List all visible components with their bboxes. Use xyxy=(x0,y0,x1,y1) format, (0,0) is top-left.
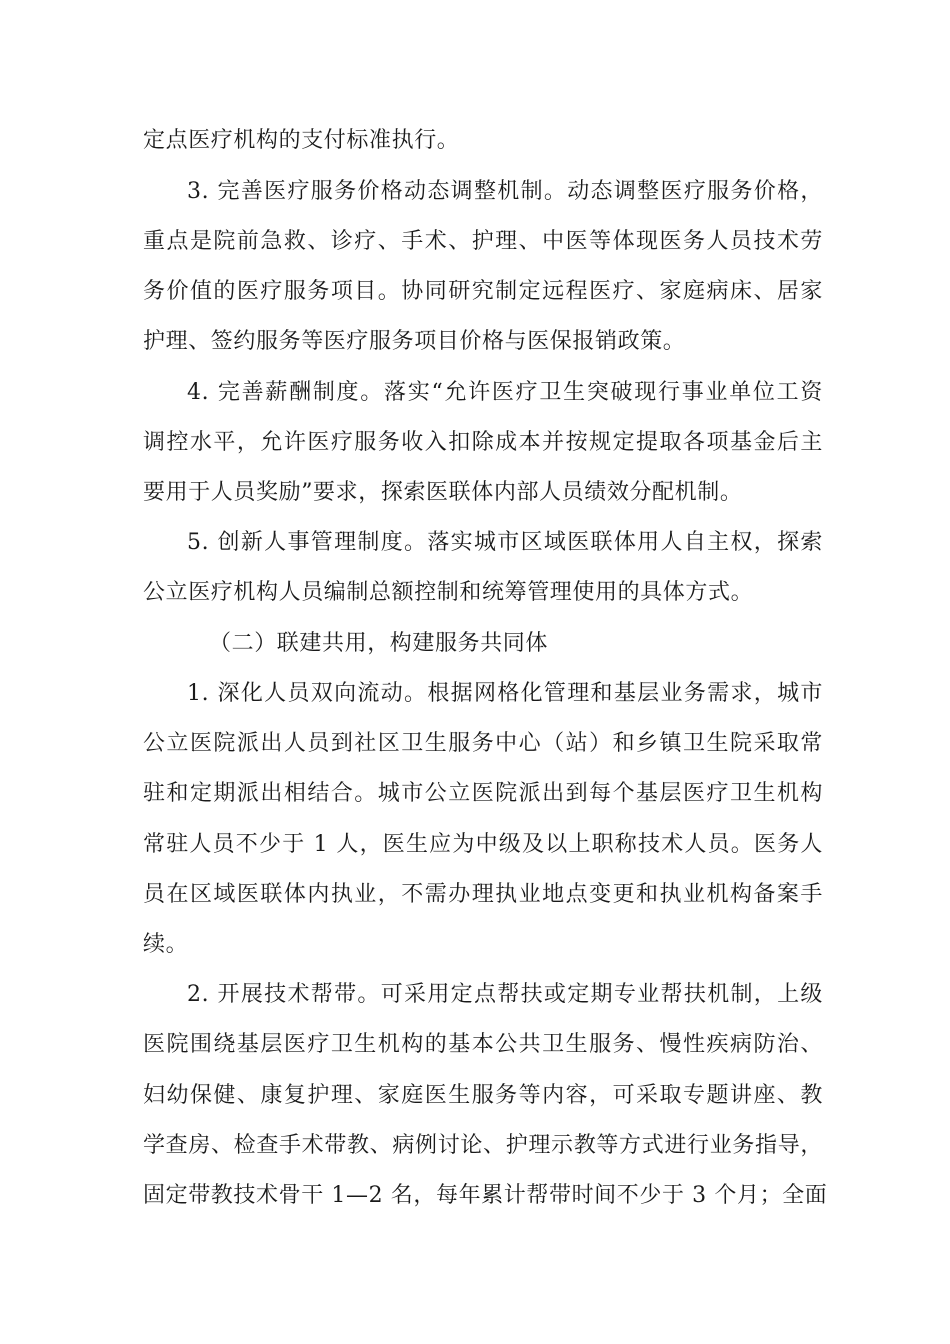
text-line-22: 固定带教技术骨干 1—2 名，每年累计帮带时间不少于 3 个月；全面 xyxy=(143,1183,828,1208)
text-line-6: 4. 完善薪酬制度。落实“允许医疗卫生突破现行事业单位工资 xyxy=(187,380,823,405)
text-line-12: 1. 深化人员双向流动。根据网格化管理和基层业务需求，城市 xyxy=(187,681,823,706)
text-line-3: 重点是院前急救、诊疗、手术、护理、中医等体现医务人员技术劳 xyxy=(143,229,823,254)
text-line-15: 常驻人员不少于 1 人，医生应为中级及以上职称技术人员。医务人 xyxy=(143,832,823,857)
text-line-14: 驻和定期派出相结合。城市公立医院派出到每个基层医疗卫生机构 xyxy=(143,781,823,806)
text-line-1: 定点医疗机构的支付标准执行。 xyxy=(143,128,460,153)
text-line-16: 员在区域医联体内执业，不需办理执业地点变更和执业机构备案手 xyxy=(143,882,823,907)
section-heading: （二）联建共用，构建服务共同体 xyxy=(209,631,549,656)
text-line-7: 调控水平，允许医疗服务收入扣除成本并按规定提取各项基金后主 xyxy=(143,430,823,455)
text-line-18: 2. 开展技术帮带。可采用定点帮扶或定期专业帮扶机制，上级 xyxy=(187,982,823,1007)
text-line-8: 要用于人员奖励”要求，探索医联体内部人员绩效分配机制。 xyxy=(143,480,743,505)
text-line-9: 5. 创新人事管理制度。落实城市区域医联体用人自主权，探索 xyxy=(187,530,823,555)
text-line-20: 妇幼保健、康复护理、家庭医生服务等内容，可采取专题讲座、教 xyxy=(143,1083,823,1108)
text-line-5: 护理、签约服务等医疗服务项目价格与医保报销政策。 xyxy=(143,329,686,354)
text-line-4: 务价值的医疗服务项目。协同研究制定远程医疗、家庭病床、居家 xyxy=(143,279,823,304)
text-line-17: 续。 xyxy=(143,932,189,957)
text-line-19: 医院围绕基层医疗卫生机构的基本公共卫生服务、慢性疾病防治、 xyxy=(143,1032,823,1057)
text-line-2: 3. 完善医疗服务价格动态调整机制。动态调整医疗服务价格， xyxy=(187,179,823,204)
text-line-13: 公立医院派出人员到社区卫生服务中心（站）和乡镇卫生院采取常 xyxy=(143,731,823,756)
text-line-21: 学查房、检查手术带教、病例讨论、护理示教等方式进行业务指导， xyxy=(143,1133,823,1158)
text-line-10: 公立医疗机构人员编制总额控制和统筹管理使用的具体方式。 xyxy=(143,580,754,605)
